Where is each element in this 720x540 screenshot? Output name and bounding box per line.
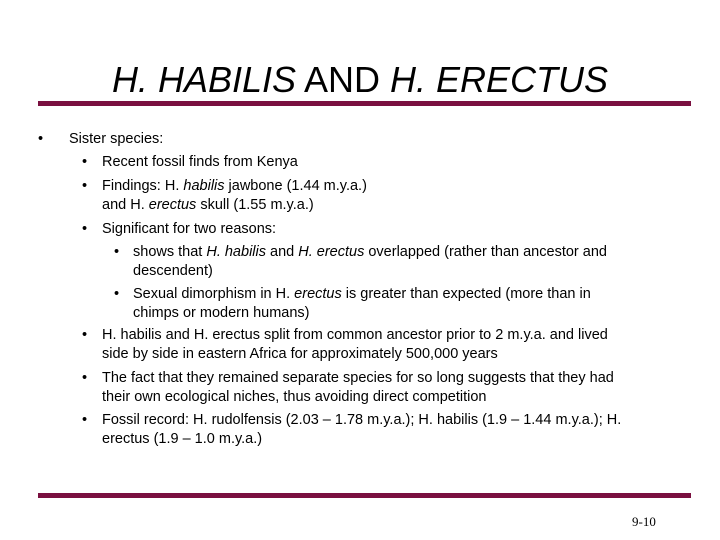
shows-text: and — [265, 244, 299, 260]
bullet-sexual-dimorphism — [133, 285, 591, 304]
findings-species: erectus — [148, 197, 197, 213]
findings-text: skull (1.55 m.y.a.) — [196, 197, 314, 213]
title-part-habilis: H. HABILIS — [111, 59, 296, 100]
bullet-split-cont: side by side in eastern Africa for approximately 500,000 years — [102, 346, 498, 362]
shows-text: overlapped (rather than ancestor and — [364, 244, 607, 260]
page-number: 9-10 — [632, 514, 656, 529]
bullet-glyph: • — [82, 412, 88, 428]
bullet-fossil-record: Fossil record: H. rudolfensis (2.03 – 1.78 m.y.a.); H. habilis (1.9 – 1.44 m.y.a.); H. — [102, 412, 622, 428]
bullet-sister-species: Sister species: — [69, 131, 164, 147]
findings-species: habilis — [183, 178, 225, 194]
bullet-glyph: • — [114, 244, 120, 260]
bullet-glyph: • — [82, 370, 88, 386]
bottom-divider — [38, 493, 691, 498]
bullet-glyph: • — [114, 286, 120, 302]
bullet-split: H. habilis and H. erectus split from common ancestor prior to 2 m.y.a. and lived — [102, 327, 608, 343]
findings-text: and H. — [102, 197, 149, 213]
bullet-findings-cont — [102, 196, 314, 215]
bullet-shows-overlap — [133, 243, 607, 262]
title-part-and: AND — [296, 59, 391, 100]
sexual-text: is greater than expected (more than in — [341, 286, 591, 302]
bullet-glyph: • — [82, 154, 88, 170]
title-part-erectus: H. ERECTUS — [390, 59, 609, 100]
bullet-niches-cont: their own ecological niches, thus avoiding direct competition — [102, 389, 487, 405]
bullet-glyph: • — [82, 221, 88, 237]
shows-text: shows that — [133, 244, 207, 260]
top-divider — [38, 101, 691, 106]
shows-species: H. erectus — [298, 244, 365, 260]
bullet-glyph: • — [38, 131, 44, 147]
sexual-text: Sexual dimorphism in H. — [133, 286, 295, 302]
slide-title — [0, 55, 720, 105]
bullet-glyph: • — [82, 327, 88, 343]
bullet-niches: The fact that they remained separate species for so long suggests that they had — [102, 370, 614, 386]
bullet-recent-finds: Recent fossil finds from Kenya — [102, 154, 298, 170]
bullet-glyph: • — [82, 178, 88, 194]
bullet-fossil-record-cont: erectus (1.9 – 1.0 m.y.a.) — [102, 431, 263, 447]
findings-text: jawbone (1.44 m.y.a.) — [224, 178, 367, 194]
bullet-findings — [102, 177, 367, 196]
bullet-shows-overlap-cont: descendent) — [133, 263, 213, 279]
bullet-significant: Significant for two reasons: — [102, 221, 277, 237]
findings-text: Findings: H. — [102, 178, 184, 194]
sexual-species: erectus — [294, 286, 342, 302]
bullet-sexual-dimorphism-cont: chimps or modern humans) — [133, 305, 310, 321]
shows-species: H. habilis — [206, 244, 266, 260]
